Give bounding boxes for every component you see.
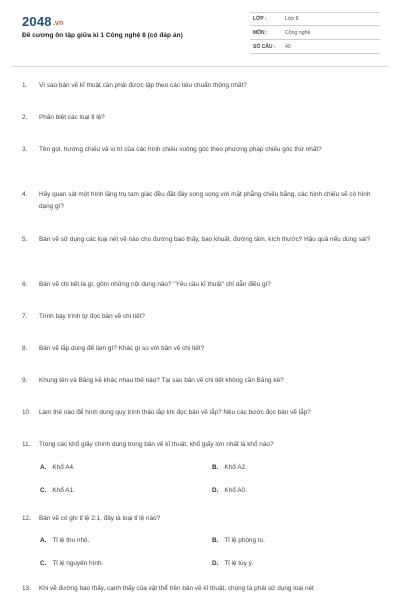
question-number: 12. <box>22 515 31 522</box>
question-2 <box>22 112 382 124</box>
question-1 <box>22 80 382 92</box>
option-text: Khổ A1. <box>52 487 75 494</box>
question-text: Bản vẽ lắp dùng để làm gì? Khác gì so với bản vẽ chi tiết? <box>39 345 205 352</box>
option-letter: C. <box>40 487 47 494</box>
option-text: Khổ A2. <box>224 464 247 471</box>
meta-key: LỚP : <box>253 16 267 22</box>
option-12-b[interactable] <box>212 535 265 547</box>
question-7 <box>22 311 382 323</box>
question-11 <box>22 439 382 451</box>
question-number: 2. <box>22 114 28 121</box>
question-text: Trong các khổ giấy chính dùng trong bản vẽ kĩ thuật, khổ giấy lớn nhất là khổ nào? <box>39 441 274 448</box>
option-11-b[interactable] <box>212 462 247 474</box>
option-text: Khổ A0. <box>224 487 247 494</box>
question-number: 6. <box>22 281 28 288</box>
question-text: Bản vẽ có ghi tỉ lệ 2:1, đây là loại tỉ lệ nào? <box>39 515 161 522</box>
logo-suffix: .vn <box>52 20 64 27</box>
option-letter: C. <box>40 560 47 567</box>
option-12-d[interactable] <box>212 558 254 570</box>
header-divider <box>12 66 388 67</box>
site-logo[interactable] <box>22 14 63 29</box>
question-text: Hãy quan sát một hình lăng trụ tam giác đều đặt đáy song song với mặt phẳng chiếu bằng, các hình chiếu sẽ có hình dạng gì? <box>39 191 371 210</box>
option-text: Tỉ lệ thu nhỏ. <box>52 537 90 544</box>
meta-value: 40 <box>285 43 291 50</box>
question-text: Khung tên và Bảng kê khác nhau thế nào? Tại sao bản vẽ chi tiết không cần Bảng kê? <box>39 377 284 384</box>
question-10 <box>22 407 382 419</box>
question-text: Làm thế nào để hình dung quy trình tháo lắp khi đọc bản vẽ lắp? Nêu các bước đọc bản vẽ lắp? <box>39 409 311 416</box>
option-letter: A. <box>40 464 47 471</box>
meta-row-subject <box>250 26 380 40</box>
meta-value: Công nghệ <box>285 29 311 36</box>
question-9 <box>22 375 382 387</box>
question-text: Tên gọi, hướng chiếu và vị trí của các hình chiếu vuông góc theo phương pháp chiếu góc thứ nhất? <box>39 146 322 153</box>
meta-key: SỐ CÂU : <box>253 43 276 50</box>
logo-number: 2048 <box>22 14 52 29</box>
meta-table <box>250 12 380 54</box>
option-text: Khổ A4. <box>52 464 75 471</box>
option-text: Tỉ lệ nguyên hình. <box>52 560 104 567</box>
question-8 <box>22 343 382 355</box>
question-number: 1. <box>22 82 28 89</box>
option-text: Tỉ lệ tùy ý. <box>224 560 254 567</box>
document-title: Đề cương ôn tập giữa kì 1 Công nghệ 8 (có đáp án) <box>22 32 183 39</box>
question-4 <box>22 189 382 213</box>
question-5 <box>22 234 382 246</box>
option-letter: B. <box>212 464 219 471</box>
option-letter: D. <box>212 487 219 494</box>
question-13 <box>22 583 382 595</box>
question-number: 3. <box>22 146 28 153</box>
question-3 <box>22 144 382 156</box>
option-letter: B. <box>212 537 219 544</box>
option-letter: A. <box>40 537 47 544</box>
question-text: Bản vẽ chi tiết là gì, gồm những nội dung nào? "Yêu cầu kĩ thuật" chỉ dẫn điều gì? <box>39 281 271 288</box>
question-number: 13. <box>22 585 31 592</box>
meta-row-class <box>250 12 380 26</box>
question-number: 8. <box>22 345 28 352</box>
option-11-c[interactable] <box>40 485 75 497</box>
meta-key: MÔN : <box>253 29 268 36</box>
question-number: 10. <box>22 409 31 416</box>
option-12-a[interactable] <box>40 535 89 547</box>
document-header <box>0 0 400 64</box>
question-number: 9. <box>22 377 28 384</box>
question-12 <box>22 513 382 525</box>
meta-row-count <box>250 40 380 54</box>
question-text: Vì sao bản vẽ kĩ thuật cần phải được lập theo các tiêu chuẩn thống nhất? <box>39 82 247 89</box>
option-text: Tỉ lệ phóng to. <box>224 537 265 544</box>
option-letter: D. <box>212 560 219 567</box>
question-6 <box>22 279 382 291</box>
option-11-a[interactable] <box>40 462 75 474</box>
question-text: Phân biệt các loại tỉ lệ? <box>39 114 105 121</box>
option-11-d[interactable] <box>212 485 247 497</box>
question-number: 4. <box>22 191 28 198</box>
question-number: 7. <box>22 313 28 320</box>
question-number: 5. <box>22 236 28 243</box>
question-text: Khi vẽ đường bao thấy, cạnh thấy của vật thể trên bản vẽ kĩ thuật, chúng ta phải sử dụng loại nét <box>39 585 314 592</box>
question-number: 11. <box>22 441 31 448</box>
option-12-c[interactable] <box>40 558 103 570</box>
question-text: Bản vẽ sử dụng các loại nét vẽ nào cho đường bao thấy, bao khuất, đường tâm, kích thước? Hậu quả nếu dùng sai? <box>39 236 371 243</box>
meta-value: Lớp 8 <box>285 16 299 22</box>
question-text: Trình bày trình tự đọc bản vẽ chi tiết? <box>39 313 145 320</box>
